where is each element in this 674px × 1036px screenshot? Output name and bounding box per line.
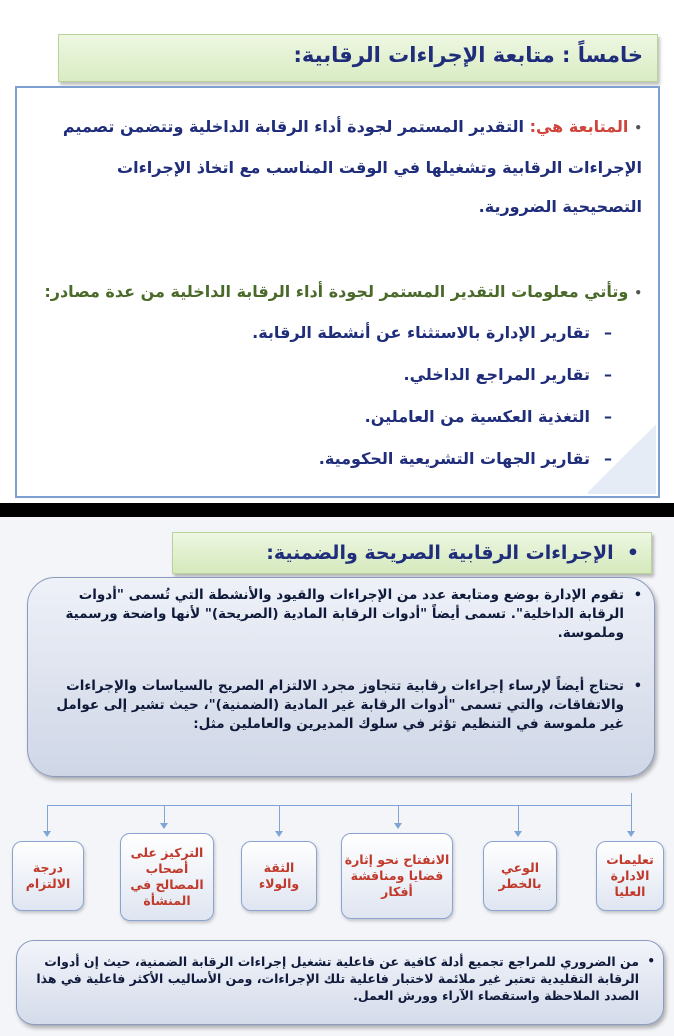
sources-list — [72, 312, 612, 480]
category-senior-management: تعليمات الادارة العليا — [596, 841, 664, 911]
section-title: خامساً : متابعة الإجراءات الرقابية: — [293, 43, 643, 67]
sources-intro-paragraph — [30, 272, 642, 313]
connector-line — [279, 805, 280, 833]
explicit-controls-text: تقوم الإدارة بوضع ومتابعة عدد من الإجراءات والقيود والأنشطة التي تُسمى "أدوات الرقابة الداخلية". تسمى أيضاً "أدوات الرقابة المادية (الصريحة)" لأنها واضحة ورسمية وملموسة. — [65, 587, 624, 641]
definition-label: المتابعة هي: — [529, 117, 629, 136]
list-item — [72, 396, 612, 438]
bullet-icon: • — [647, 954, 655, 968]
section-title-text: الإجراءات الرقابية الصريحة والضمنية: — [266, 542, 614, 564]
arrow-down-icon — [43, 831, 51, 837]
source-item-text: تقارير المراجع الداخلي. — [403, 365, 590, 384]
list-item — [72, 354, 612, 396]
bullet-icon: • — [626, 542, 639, 564]
source-item-text: تقارير الجهات التشريعية الحكومية. — [318, 449, 590, 468]
section-title-banner — [172, 532, 652, 574]
category-openness: الانفتاح نحو إثارة قضايا ومناقشة أفكار — [341, 833, 453, 919]
arrow-down-icon — [160, 823, 168, 829]
definition-text: التقدير المستمر لجودة أداء الرقابة الداخلية وتتضمن تصميم الإجراءات الرقابية وتشغيلها في الوقت المناسب مع اتخاذ الإجراءات التصحيحية الضرورية. — [62, 117, 642, 216]
category-commitment: درجة الالتزام — [12, 841, 84, 911]
dash-icon: – — [604, 323, 612, 342]
slide-monitoring — [0, 0, 674, 502]
source-item-text: تقارير الإدارة بالاستثناء عن أنشطة الرقابة. — [252, 323, 590, 342]
conclusion-paragraph — [29, 953, 655, 1004]
source-item-text: التغذية العكسية من العاملين. — [364, 407, 590, 426]
connector-line — [518, 805, 519, 833]
arrow-down-icon — [514, 831, 522, 837]
dash-icon: – — [604, 407, 612, 426]
connector-line — [398, 805, 399, 825]
category-trust-loyalty: الثقة والولاء — [241, 841, 317, 911]
section-title — [266, 533, 639, 573]
list-item — [72, 438, 612, 480]
category-stakeholder-focus: التركيز على أصحاب المصالح في المنشأة — [120, 833, 214, 921]
connector-line — [164, 805, 165, 825]
slide-divider — [0, 503, 674, 517]
definition-paragraph — [32, 107, 642, 226]
implicit-controls-text: تحتاج أيضاً لإرساء إجراءات رقابية تتجاوز مجرد الالتزام الصريح بالسياسات والإجراءات والاتفاقات، والتي تسمى "أدوات الرقابة غير المادية (الضمنية)"، حيث تشير إلى عوامل غير ملموسة في التنظيم تؤثر في سلوك المديرين والعاملين مثل: — [56, 678, 624, 732]
category-risk-awareness: الوعي بالخطر — [483, 841, 557, 911]
bullet-icon: • — [634, 121, 642, 135]
dash-icon: – — [604, 365, 612, 384]
implicit-controls-paragraph — [44, 677, 642, 734]
slide-control-procedures — [0, 517, 674, 1036]
bullet-icon: • — [634, 286, 642, 300]
list-item — [72, 312, 612, 354]
connector-line — [631, 793, 632, 833]
conclusion-text: من الضروري للمراجع تجميع أدلة كافية عن فاعلية تشغيل إجراءات الرقابة الضمنية، حيث إن أدوات الرقابة التقليدية تعتبر غير ملائمة لاختبار فاعلية تلك الإجراءات، ومن الأساليب الأكثر فاعلية في هذا الصدد الملاحظة واستقصاء الآراء وورش العمل. — [36, 954, 639, 1003]
diagram-connector — [47, 805, 631, 806]
bullet-icon: • — [633, 588, 642, 603]
dash-icon: – — [604, 449, 612, 468]
section-title-banner — [58, 34, 658, 82]
conclusion-box — [16, 940, 664, 1025]
sources-intro: وتأتي معلومات التقدير المستمر لجودة أداء الرقابة الداخلية من عدة مصادر: — [44, 282, 629, 301]
connector-line — [47, 805, 48, 833]
arrow-down-icon — [394, 823, 402, 829]
bullet-icon: • — [633, 679, 642, 694]
arrow-down-icon — [627, 831, 635, 837]
arrow-down-icon — [275, 831, 283, 837]
explicit-controls-paragraph — [44, 586, 642, 643]
explanation-box — [27, 577, 655, 777]
